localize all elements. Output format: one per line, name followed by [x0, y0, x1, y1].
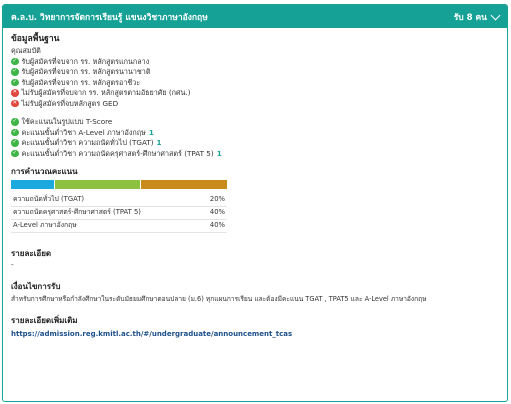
score-requirement-text: คะแนนขั้นต่ำวิชา A-Level ภาษาอังกฤษ	[21, 127, 146, 137]
more-info-link[interactable]: https://admission.reg.kmitl.ac.th/#/undergraduate/announcement_tcas	[11, 329, 293, 338]
weight-subject: ความถนัดทั่วไป (TGAT)	[11, 193, 200, 206]
qualification-list	[11, 56, 499, 109]
score-calculation-title: การคำนวณคะแนน	[11, 166, 78, 176]
score-requirement-item	[11, 117, 499, 128]
details-title: รายละเอียด	[11, 248, 52, 258]
qualification-text: รับผู้สมัครที่จบจาก รร. หลักสูตรอาชีวะ	[21, 77, 141, 87]
weight-percent: 40%	[200, 206, 227, 219]
program-card-header[interactable]	[3, 5, 507, 28]
program-title: ค.ล.บ. วิทยาการจัดการเรียนรู้ แขนงวิชาภาษาอังกฤษ	[11, 12, 208, 23]
check-circle-icon: ✓	[12, 149, 18, 156]
qualification-text: ไม่รับผู้สมัครที่จบหลักสูตร GED	[21, 98, 119, 108]
weight-row	[11, 219, 227, 232]
weight-subject: A-Level ภาษาอังกฤษ	[11, 219, 200, 232]
check-circle-icon: ✓	[12, 57, 18, 64]
weight-row	[11, 193, 227, 206]
qualification-title: คุณสมบัติ	[11, 46, 41, 56]
weight-percent: 40%	[200, 219, 227, 232]
more-info-title: รายละเอียดเพิ่มเติม	[11, 315, 78, 325]
min-score-value: 1	[148, 127, 154, 137]
weight-percent: 20%	[200, 193, 227, 206]
score-requirement-text: ใช้คะแนนในรูปแบบ T-Score	[21, 117, 113, 127]
weight-row	[11, 206, 227, 219]
check-circle-icon: ✓	[12, 78, 18, 85]
score-requirement-item	[11, 148, 499, 159]
qualification-item	[11, 98, 499, 109]
check-circle-icon: ✓	[12, 128, 18, 135]
details-value: -	[11, 260, 14, 270]
score-requirement-text: คะแนนขั้นต่ำวิชา ความถนัดครุศาสตร์-ศึกษาศาสตร์ (TPAT 5)	[21, 148, 214, 158]
weight-table	[11, 193, 227, 233]
x-circle-icon: ✕	[12, 89, 18, 96]
weight-segment-tpat5	[55, 180, 141, 189]
conditions-title: เงื่อนไขการรับ	[11, 281, 61, 291]
weight-bar	[11, 180, 227, 189]
score-requirement-item	[11, 138, 499, 149]
score-requirement-text: คะแนนขั้นต่ำวิชา ความถนัดทั่วไป (TGAT)	[21, 138, 154, 148]
chevron-down-icon[interactable]	[491, 10, 501, 20]
check-circle-icon: ✓	[12, 118, 18, 125]
check-circle-icon: ✓	[12, 139, 18, 146]
header-right	[454, 10, 499, 24]
min-score-value: 1	[156, 138, 162, 148]
qualification-text: ไม่รับผู้สมัครที่จบจาก รร. หลักสูตรตามอัธยาศัย (กศน.)	[21, 88, 191, 98]
basic-info-title: ข้อมูลพื้นฐาน	[11, 34, 60, 44]
qualification-text: รับผู้สมัครที่จบจาก รร. หลักสูตรแกนกลาง	[21, 56, 150, 66]
weight-segment-tgat	[11, 180, 54, 189]
program-card-body	[3, 28, 507, 339]
qualification-text: รับผู้สมัครที่จบจาก รร. หลักสูตรนานาชาติ	[21, 67, 151, 77]
score-requirement-item	[11, 127, 499, 138]
qualification-item	[11, 88, 499, 99]
min-score-value: 1	[216, 148, 222, 158]
qualification-item	[11, 77, 499, 88]
score-requirement-list	[11, 117, 499, 159]
program-card	[2, 4, 508, 402]
x-circle-icon: ✕	[12, 99, 18, 106]
seats-count: รับ 8 คน	[453, 12, 487, 23]
weight-segment-alevel-english	[141, 180, 227, 189]
check-circle-icon: ✓	[12, 68, 18, 75]
qualification-item	[11, 56, 499, 67]
conditions-text: สำหรับการศึกษาหรือกำลังศึกษาในระดับมัธยมศึกษาตอนปลาย (ม.6) ทุกแผนการเรียน และต้องมีคะแนน TGAT , TPAT5 และ A-Level ภาษาอังกฤษ	[11, 294, 427, 303]
weight-subject: ความถนัดครุศาสตร์-ศึกษาศาสตร์ (TPAT 5)	[11, 206, 200, 219]
qualification-item	[11, 67, 499, 78]
